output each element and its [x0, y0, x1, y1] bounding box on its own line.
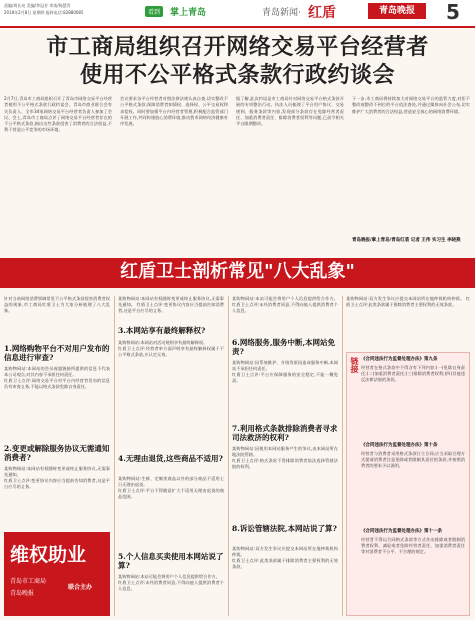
- lead-col-4: 下一步,市工商局将持续加大对网络交易平台的监管力度,对拒不整改或整改不到位的平台依法查处,并通过媒体向社会公布,切实维护广大消费者的合法权益,营造安全放心的网络消费环境。: [352, 96, 470, 114]
- column-divider: [228, 296, 229, 616]
- promo-title: 维权助业: [10, 544, 87, 566]
- promo-line-3: 联合主办: [68, 584, 93, 591]
- question-7: 7.利用格式条款排除消费者寻求司法救济的权利?: [232, 424, 338, 442]
- lead-col-3: 据了解,此次约谈是市工商局针对网络交易平台格式条款开展的专项整治行动。执法人员梳理了平台用户协议、交易规则、服务条款等内容,发现部分条款存在免除经营者责任、加重消费者责任、排除消费者权利等问题,已责令相关平台限期整改。: [236, 96, 344, 127]
- law-3-title: 《合同违法行为监督处理办法》第十一条: [361, 529, 442, 534]
- law-1-text: 经营者在格式条款中不得含有下列内容:(一)免除自身责任;(二)加重消费者责任;(三)排除消费者权利;(四)其他违反法律法规的条款。: [361, 365, 465, 383]
- reporter-credit: 青岛晚报/掌上青岛/青岛红盾 记者 王伟 实习生 李晓燕: [352, 238, 461, 243]
- question-5: 5.个人信息买卖使用本网站说了算?: [118, 552, 224, 570]
- sidebar-lead: 某购物网站:双方发生争议应提交本网站所在地仲裁机构仲裁。 红盾卫士点评:此类条款属于排除消费者主要权利的无效条款。: [346, 296, 470, 308]
- question-6: 6.网络服务,服务中断,本网站免责?: [232, 338, 336, 356]
- promo-line-2: 青岛晚报: [10, 590, 35, 597]
- answer-8: 某购物网站:双方发生争议应提交本网站所在地仲裁机构仲裁。 红盾卫士点评:此类条款属于排除消费者主要权利的无效条款。: [232, 546, 338, 570]
- sidebar-heading: 链接: [350, 357, 359, 373]
- answer-7: 某购物网站:因使用本网站服务产生的争议,由本网站所在地法院管辖。 红盾卫士点评:格式条款不得排除消费者依法选择管辖法院的权利。: [232, 446, 338, 470]
- question-2: 2.变更或解除服务协议无需通知消费者?: [4, 444, 110, 462]
- promo-box: [4, 532, 110, 616]
- feature-intro: 针对当前网络消费领域常见不公平格式条款侵害消费者权益的现象,市工商局红盾卫士为大家分析梳理了八大乱象。: [4, 296, 110, 314]
- answer-3: 某购物网站:本网站对活动规则享有最终解释权。 红盾卫士点评:经营者单方面声明享有最终解释权属于不公平格式条款,应认定无效。: [118, 340, 224, 358]
- law-3-text: 经营者不得以合同格式条款等方式作出排除或者限制消费者权利、减轻或者免除经营者责任、加重消费者责任等对消费者不公平、不合理的规定。: [361, 537, 465, 555]
- lead-col-1: 2月7日,青岛市工商局组织召开了青岛市网络交易平台经营者使用不公平格式条款行政约谈会。青岛市商业联合会有关负责人、全市34家网络交易平台经营者负责人参加了会议。会上,青岛市工商局点评了网络交易平台经营者存在的不公平格式条款,指出这些条款侵害了消费者的合法权益,不利于营造公平竞争的市场环境。: [4, 96, 112, 133]
- answer-2: 某购物网站:本网站有权随时变更或终止服务协议,无需事先通知。 红盾卫士点评:变更协议内容应当提前告知消费者,这是平台应尽的义务。: [4, 466, 110, 490]
- question-4: 4.无理由退货,这些商品不适用?: [118, 454, 223, 463]
- column-divider: [342, 296, 343, 616]
- edition-line: 责编/周长亮 美编/李冠芳 审读/杨慧青: [4, 3, 71, 8]
- column-3-lead: 某购物网站:本站可能会将用户个人信息提供给合作方。 红盾卫士点评:未经消费者同意,不得向他人提供消费者个人信息。: [232, 296, 338, 314]
- law-2-text: 经营者与消费者采用格式条款订立合同,应当采取合理方式提请消费者注意免除或者限制其责任的条款,并按照消费者的要求予以说明。: [361, 451, 465, 469]
- page-number: 5: [446, 0, 460, 24]
- answer-5: 某购物网站:本站可能会将用户个人信息提供给合作方。 红盾卫士点评:未经消费者同意,不得向他人提供消费者个人信息。: [118, 574, 224, 592]
- law-1-title: 《合同违法行为监督处理办法》第九条: [361, 357, 438, 362]
- paper-logo: 青岛晚报: [368, 3, 426, 19]
- section-name: 青岛新闻·: [262, 8, 301, 18]
- date-line: 2018年2月8日 星期四 报料电话:82880085: [4, 10, 84, 15]
- headline-line2: 使用不公平格式条款行政约谈会: [79, 62, 395, 88]
- law-sidebar: [346, 352, 470, 616]
- question-1: 1.网络购物平台不对用户发布的信息进行审查?: [4, 344, 110, 362]
- headline-line1: 市工商局组织召开网络交易平台经营者: [46, 34, 429, 60]
- section-highlight: 红盾: [308, 5, 336, 21]
- law-2-title: 《合同违法行为监督处理办法》第十条: [361, 443, 438, 448]
- answer-1: 某购物网站:本网站的会员或超链接所提供的信息不代表本公司观点,对其内容不承担任何责任。 红盾卫士点评:网络交易平台对平台内经营者发布的信息负有审查义务,不能以格式条款免除自身责任。: [4, 366, 110, 390]
- feature-banner-title: 红盾卫士剖析常见"八大乱象": [120, 261, 355, 282]
- lead-col-2: 会议要求各平台经营者对照法律法规认真自查,切实整改不公平格式条款,保障消费者知情权、选择权、公平交易权和求偿权。同时要加强平台内经营者管理,积极配合监管部门开展工作,共同构建放心消费环境,推动我市网络经济健康有序发展。: [120, 96, 228, 127]
- answer-6: 某购物网站:因系统维护、升级等原因造成服务中断,本网站不承担任何责任。 红盾卫士点评:平台应保障服务的安全稳定,不能一概免责。: [232, 360, 338, 384]
- app-name: 掌上青岛: [170, 8, 207, 18]
- page-header: [0, 0, 475, 28]
- answer-4: 某购物网站:生鲜、定制类商品以外的部分商品不适用七日无理由退货。 红盾卫士点评:平台不得随意扩大不适用无理由退货的商品范围。: [118, 476, 224, 500]
- question-8: 8.诉讼管辖法院,本网站说了算?: [232, 524, 337, 533]
- column-2-lead: 某购物网站:本网站有权随时变更或终止服务协议,无需事先通知。 红盾卫士点评:变更协议内容应当提前告知消费者,这是平台应尽的义务。: [118, 296, 224, 314]
- app-badge: 看到: [145, 6, 163, 17]
- question-3: 3.本网站享有最终解释权?: [118, 326, 206, 335]
- promo-line-1: 青岛市工商局: [10, 578, 47, 585]
- column-divider: [114, 296, 115, 616]
